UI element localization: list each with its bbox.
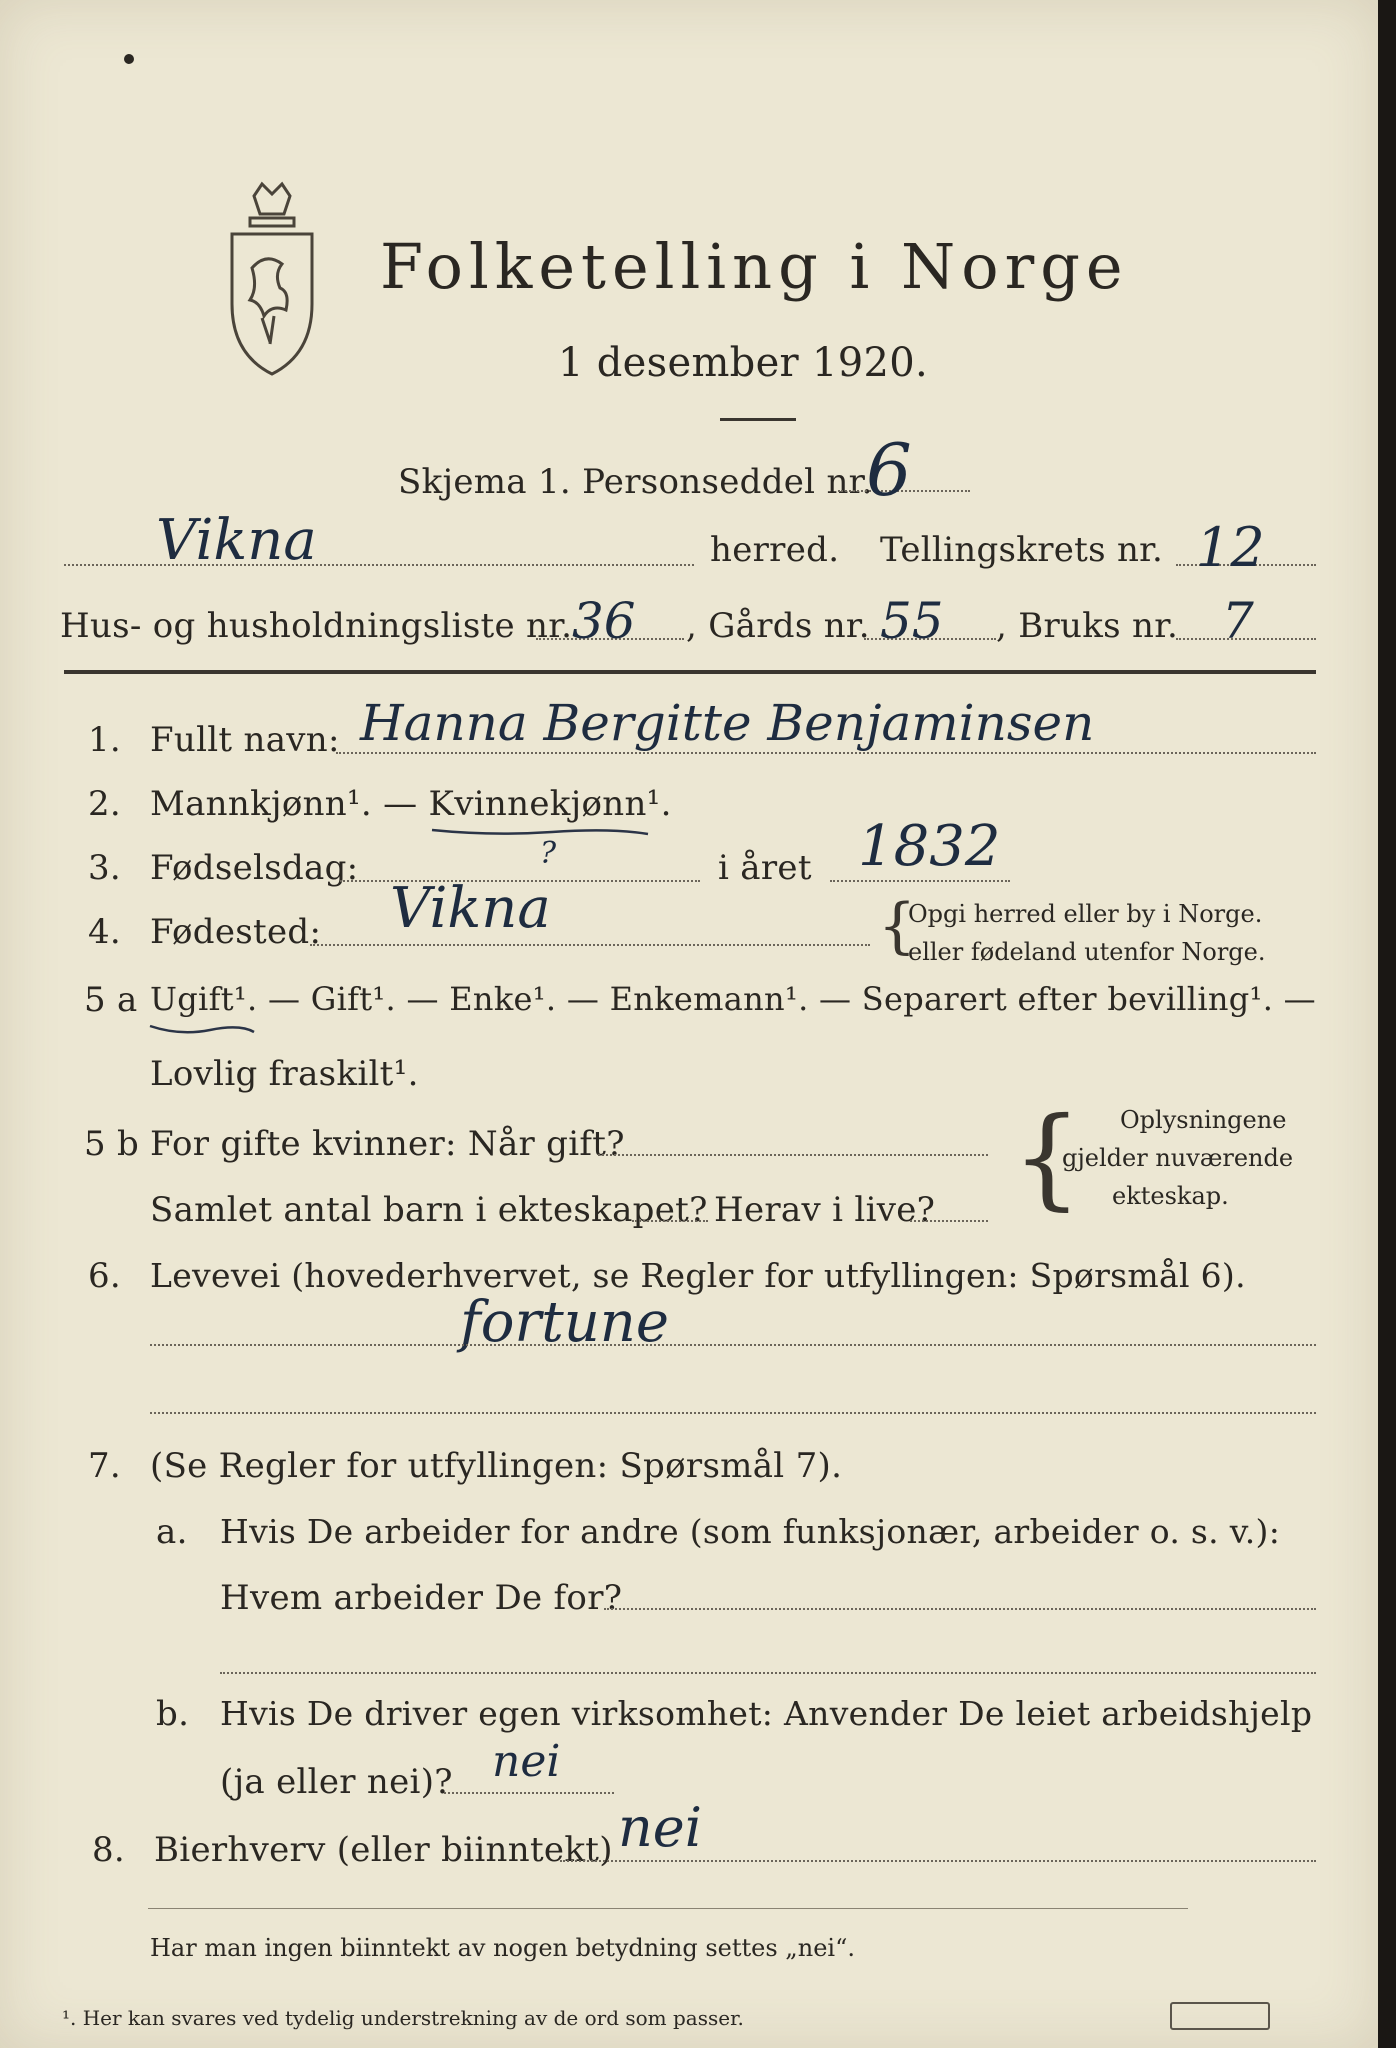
children-count-line bbox=[632, 1220, 708, 1222]
occupation-value[interactable]: fortune bbox=[460, 1290, 669, 1355]
marital-underline-mark bbox=[148, 1022, 258, 1036]
q3-label: Fødselsdag: bbox=[150, 848, 359, 888]
birth-year-value[interactable]: 1832 bbox=[858, 814, 1001, 879]
birthplace-line bbox=[310, 944, 870, 946]
hired-help-line bbox=[444, 1792, 614, 1794]
q4-note-brace: { bbox=[878, 891, 917, 961]
herred-value[interactable]: Vikna bbox=[156, 508, 317, 573]
skjema-label: Skjema 1. Personseddel nr. bbox=[398, 462, 873, 502]
personseddel-nr-value[interactable]: 6 bbox=[866, 428, 912, 512]
q7a-letter: a. bbox=[156, 1512, 188, 1552]
children-alive-line bbox=[910, 1220, 988, 1222]
q7b-line2: (ja eller nei)? bbox=[220, 1762, 453, 1802]
q1-label: Fullt navn: bbox=[150, 720, 340, 760]
hired-help-value[interactable]: nei bbox=[492, 1736, 561, 1787]
q7a-line2: Hvem arbeider De for? bbox=[220, 1578, 623, 1618]
footnote: ¹. Her kan svares ved tydelig understrekning av de ord som passer. bbox=[62, 2006, 744, 2030]
married-when-line bbox=[598, 1154, 988, 1156]
full-name-value[interactable]: Hanna Bergitte Benjaminsen bbox=[360, 694, 1095, 752]
q5a-number: 5 a bbox=[84, 980, 138, 1020]
q6-label: Levevei (hovederhvervet, se Regler for utfyllingen: Spørsmål 6). bbox=[150, 1256, 1246, 1295]
footer-note: Har man ingen biinntekt av nogen betydning settes „nei“. bbox=[150, 1934, 855, 1962]
title-divider bbox=[720, 418, 796, 421]
gards-nr-value[interactable]: 55 bbox=[880, 592, 944, 650]
year-label: i året bbox=[718, 848, 812, 888]
birthday-value[interactable]: ? bbox=[540, 836, 557, 871]
q7-number: 7. bbox=[88, 1446, 122, 1486]
q7-label: (Se Regler for utfyllingen: Spørsmål 7). bbox=[150, 1446, 843, 1486]
q1-number: 1. bbox=[88, 720, 122, 760]
gender-options: Mannkjønn¹. — Kvinnekjønn¹. bbox=[150, 784, 672, 824]
q7a-line1: Hvis De arbeider for andre (som funksjonær, arbeider o. s. v.): bbox=[220, 1512, 1281, 1551]
q6-number: 6. bbox=[88, 1256, 122, 1296]
marital-status-options-cont: Lovlig fraskilt¹. bbox=[150, 1054, 419, 1094]
q5b-note-line2: gjelder nuværende bbox=[1062, 1144, 1294, 1172]
form-title: Folketelling i Norge bbox=[380, 230, 1129, 303]
q5b-children-label: Samlet antal barn i ekteskapet? bbox=[150, 1190, 708, 1230]
marital-status-options: Ugift¹. — Gift¹. — Enke¹. — Enkemann¹. — Separert efter bevilling¹. — bbox=[150, 980, 1316, 1018]
employer-line2 bbox=[220, 1672, 1316, 1674]
gards-label: , Gårds nr. bbox=[686, 606, 870, 646]
bruks-nr-value[interactable]: 7 bbox=[1222, 592, 1254, 650]
census-date: 1 desember 1920. bbox=[558, 340, 928, 386]
footer-divider-top bbox=[148, 1908, 1188, 1909]
q4-number: 4. bbox=[88, 912, 122, 952]
side-income-line bbox=[560, 1860, 1316, 1862]
q5b-alive-label: Herav i live? bbox=[714, 1190, 936, 1230]
q3-number: 3. bbox=[88, 848, 122, 888]
tellingskrets-nr-value[interactable]: 12 bbox=[1196, 516, 1265, 579]
tellingskrets-label: Tellingskrets nr. bbox=[880, 530, 1164, 570]
q5b-note-line1: Oplysningene bbox=[1120, 1106, 1287, 1134]
q8-label: Bierhverv (eller biinntekt) bbox=[154, 1830, 613, 1870]
q5b-married-label: For gifte kvinner: Når gift? bbox=[150, 1124, 625, 1164]
printer-stamp bbox=[1170, 2002, 1270, 2030]
q2-number: 2. bbox=[88, 784, 122, 824]
husliste-nr-value[interactable]: 36 bbox=[572, 592, 636, 650]
q8-number: 8. bbox=[92, 1830, 126, 1870]
q5b-note-line3: ekteskap. bbox=[1112, 1182, 1229, 1210]
q1-line bbox=[336, 752, 1316, 754]
q7b-line1: Hvis De driver egen virksomhet: Anvender De leiet arbeidshjelp bbox=[220, 1694, 1313, 1733]
q4-label: Fødested: bbox=[150, 912, 322, 952]
q5b-note-brace: { bbox=[1012, 1093, 1082, 1221]
q5b-number: 5 b bbox=[84, 1124, 140, 1164]
q4-note-line2: eller fødeland utenfor Norge. bbox=[908, 938, 1266, 966]
occupation-line1 bbox=[150, 1344, 1316, 1346]
husliste-label: Hus- og husholdningsliste nr. bbox=[60, 606, 573, 646]
coat-of-arms-icon bbox=[212, 178, 332, 388]
occupation-line2 bbox=[150, 1412, 1316, 1414]
birthplace-value[interactable]: Vikna bbox=[390, 876, 551, 941]
employer-line1 bbox=[604, 1608, 1316, 1610]
q4-note-line1: Opgi herred eller by i Norge. bbox=[908, 900, 1263, 928]
header-divider bbox=[64, 670, 1316, 674]
herred-label: herred. bbox=[710, 530, 840, 570]
year-line bbox=[830, 880, 1010, 882]
q7b-letter: b. bbox=[156, 1694, 190, 1734]
side-income-value[interactable]: nei bbox=[618, 1796, 703, 1859]
ink-dot bbox=[124, 54, 134, 64]
bruks-label: , Bruks nr. bbox=[996, 606, 1179, 646]
